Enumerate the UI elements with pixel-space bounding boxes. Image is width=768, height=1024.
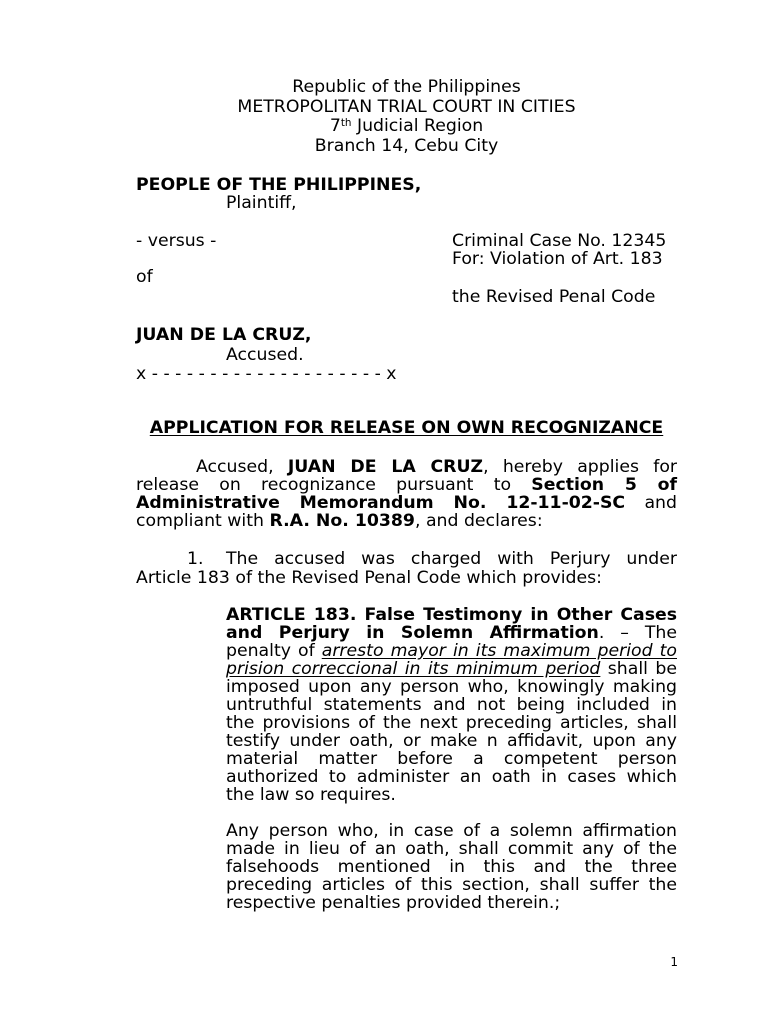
text-run: preceding articles of this section, shall suffer the [226,875,677,895]
region-number: 7 [329,116,341,137]
region-ordinal: th [340,116,352,129]
header-court: METROPOLITAN TRIAL COURT IN CITIES [237,96,576,117]
text-line [226,678,677,696]
text-line [226,624,677,642]
quoted-provision-paragraph [226,822,677,912]
case-number: Criminal Case No. 12345 [452,230,667,251]
versus-label: - versus - [136,230,217,251]
plaintiff-role: Plaintiff, [226,193,297,213]
bold-text: ARTICLE 183. False Testimony in Other Cases [226,605,677,625]
text-run: release on recognizance pursuant to [136,475,532,495]
text-line [136,458,677,476]
text-run: respective penalties provided therein.; [226,893,561,913]
text-run: the law so requires. [226,785,396,805]
text-line [226,696,677,714]
bold-text: Administrative Memorandum No. 12-11-02-SC [136,493,626,513]
text-line: Article 183 of the Revised Penal Code which provides: [136,567,602,588]
numbered-paragraph-first-line [136,550,677,569]
text-line: The accused was charged with Perjury under [226,549,677,569]
header-branch: Branch 14, Cebu City [314,135,499,156]
paragraph-number: 1. [187,549,204,569]
caption-separator: x - - - - - - - - - - - - - - - - - - - - x [136,364,397,385]
text-run: penalty of [226,641,322,661]
bold-text: R.A. No. 10389 [269,511,415,531]
text-run: falsehoods mentioned in this and the three [226,857,677,877]
text-line [136,512,677,530]
region-label: Judicial Region [356,116,484,137]
offense-line: For: Violation of Art. 183 [452,249,663,270]
text-line [226,840,677,858]
text-run: imposed upon any person who, knowingly making [226,677,677,697]
text-run: Any person who, in case of a solemn affirmation [226,821,677,841]
text-run: material matter before a competent person [226,749,677,769]
plaintiff-name: PEOPLE OF THE PHILIPPINES, [136,175,422,195]
text-line [226,894,677,912]
text-line [136,494,677,512]
intro-paragraph [136,458,677,530]
text-line [226,822,677,840]
text-line [226,750,677,768]
header-republic: Republic of the Philippines [292,77,521,98]
text-run: untruthful statements and not being included in [226,695,677,715]
text-line [226,732,677,750]
text-line [226,858,677,876]
text-run: shall be [600,659,677,679]
plaintiff-block [136,176,421,212]
accused-name: JUAN DE LA CRUZ, [136,325,312,346]
text-run: and [625,493,677,513]
text-run: , hereby applies for [483,457,678,477]
text-run: testify under oath, or make n affidavit, upon any [226,731,677,751]
text-run: , and declares: [414,511,543,531]
bold-text: JUAN DE LA CRUZ [287,457,484,477]
italic-underlined-text: arresto mayor in its maximum period to [321,641,677,661]
header-region [136,117,677,136]
court-header [136,78,677,156]
document-title: APPLICATION FOR RELEASE ON OWN RECOGNIZANCE [149,417,664,438]
accused-role: Accused. [226,344,304,365]
offense-of-fragment: of [136,267,153,287]
italic-underlined-text: prision correccional in its minimum period [226,659,601,679]
text-line [226,876,677,894]
text-line [226,642,677,660]
text-line [226,714,677,732]
text-run: compliant with [136,511,270,531]
numbered-paragraph [136,550,677,587]
offense-code-line: the Revised Penal Code [452,286,656,307]
text-run: made in lieu of an oath, shall commit any of the [226,839,677,859]
text-line [226,660,677,678]
text-line [226,786,677,804]
text-line [226,768,677,786]
quoted-provision-paragraph [226,606,677,804]
page-number: 1 [670,955,678,969]
text-run: . – The [598,623,677,643]
bold-text: and Perjury in Solemn Affirmation [226,623,599,643]
accused-block [136,326,397,385]
bold-text: Section 5 of [531,475,678,495]
text-run: authorized to administer an oath in cases which [226,767,677,787]
text-line [226,606,677,624]
text-line [136,476,677,494]
text-run: the provisions of the next preceding articles, shall [226,713,677,733]
text-run: Accused, [196,457,288,477]
